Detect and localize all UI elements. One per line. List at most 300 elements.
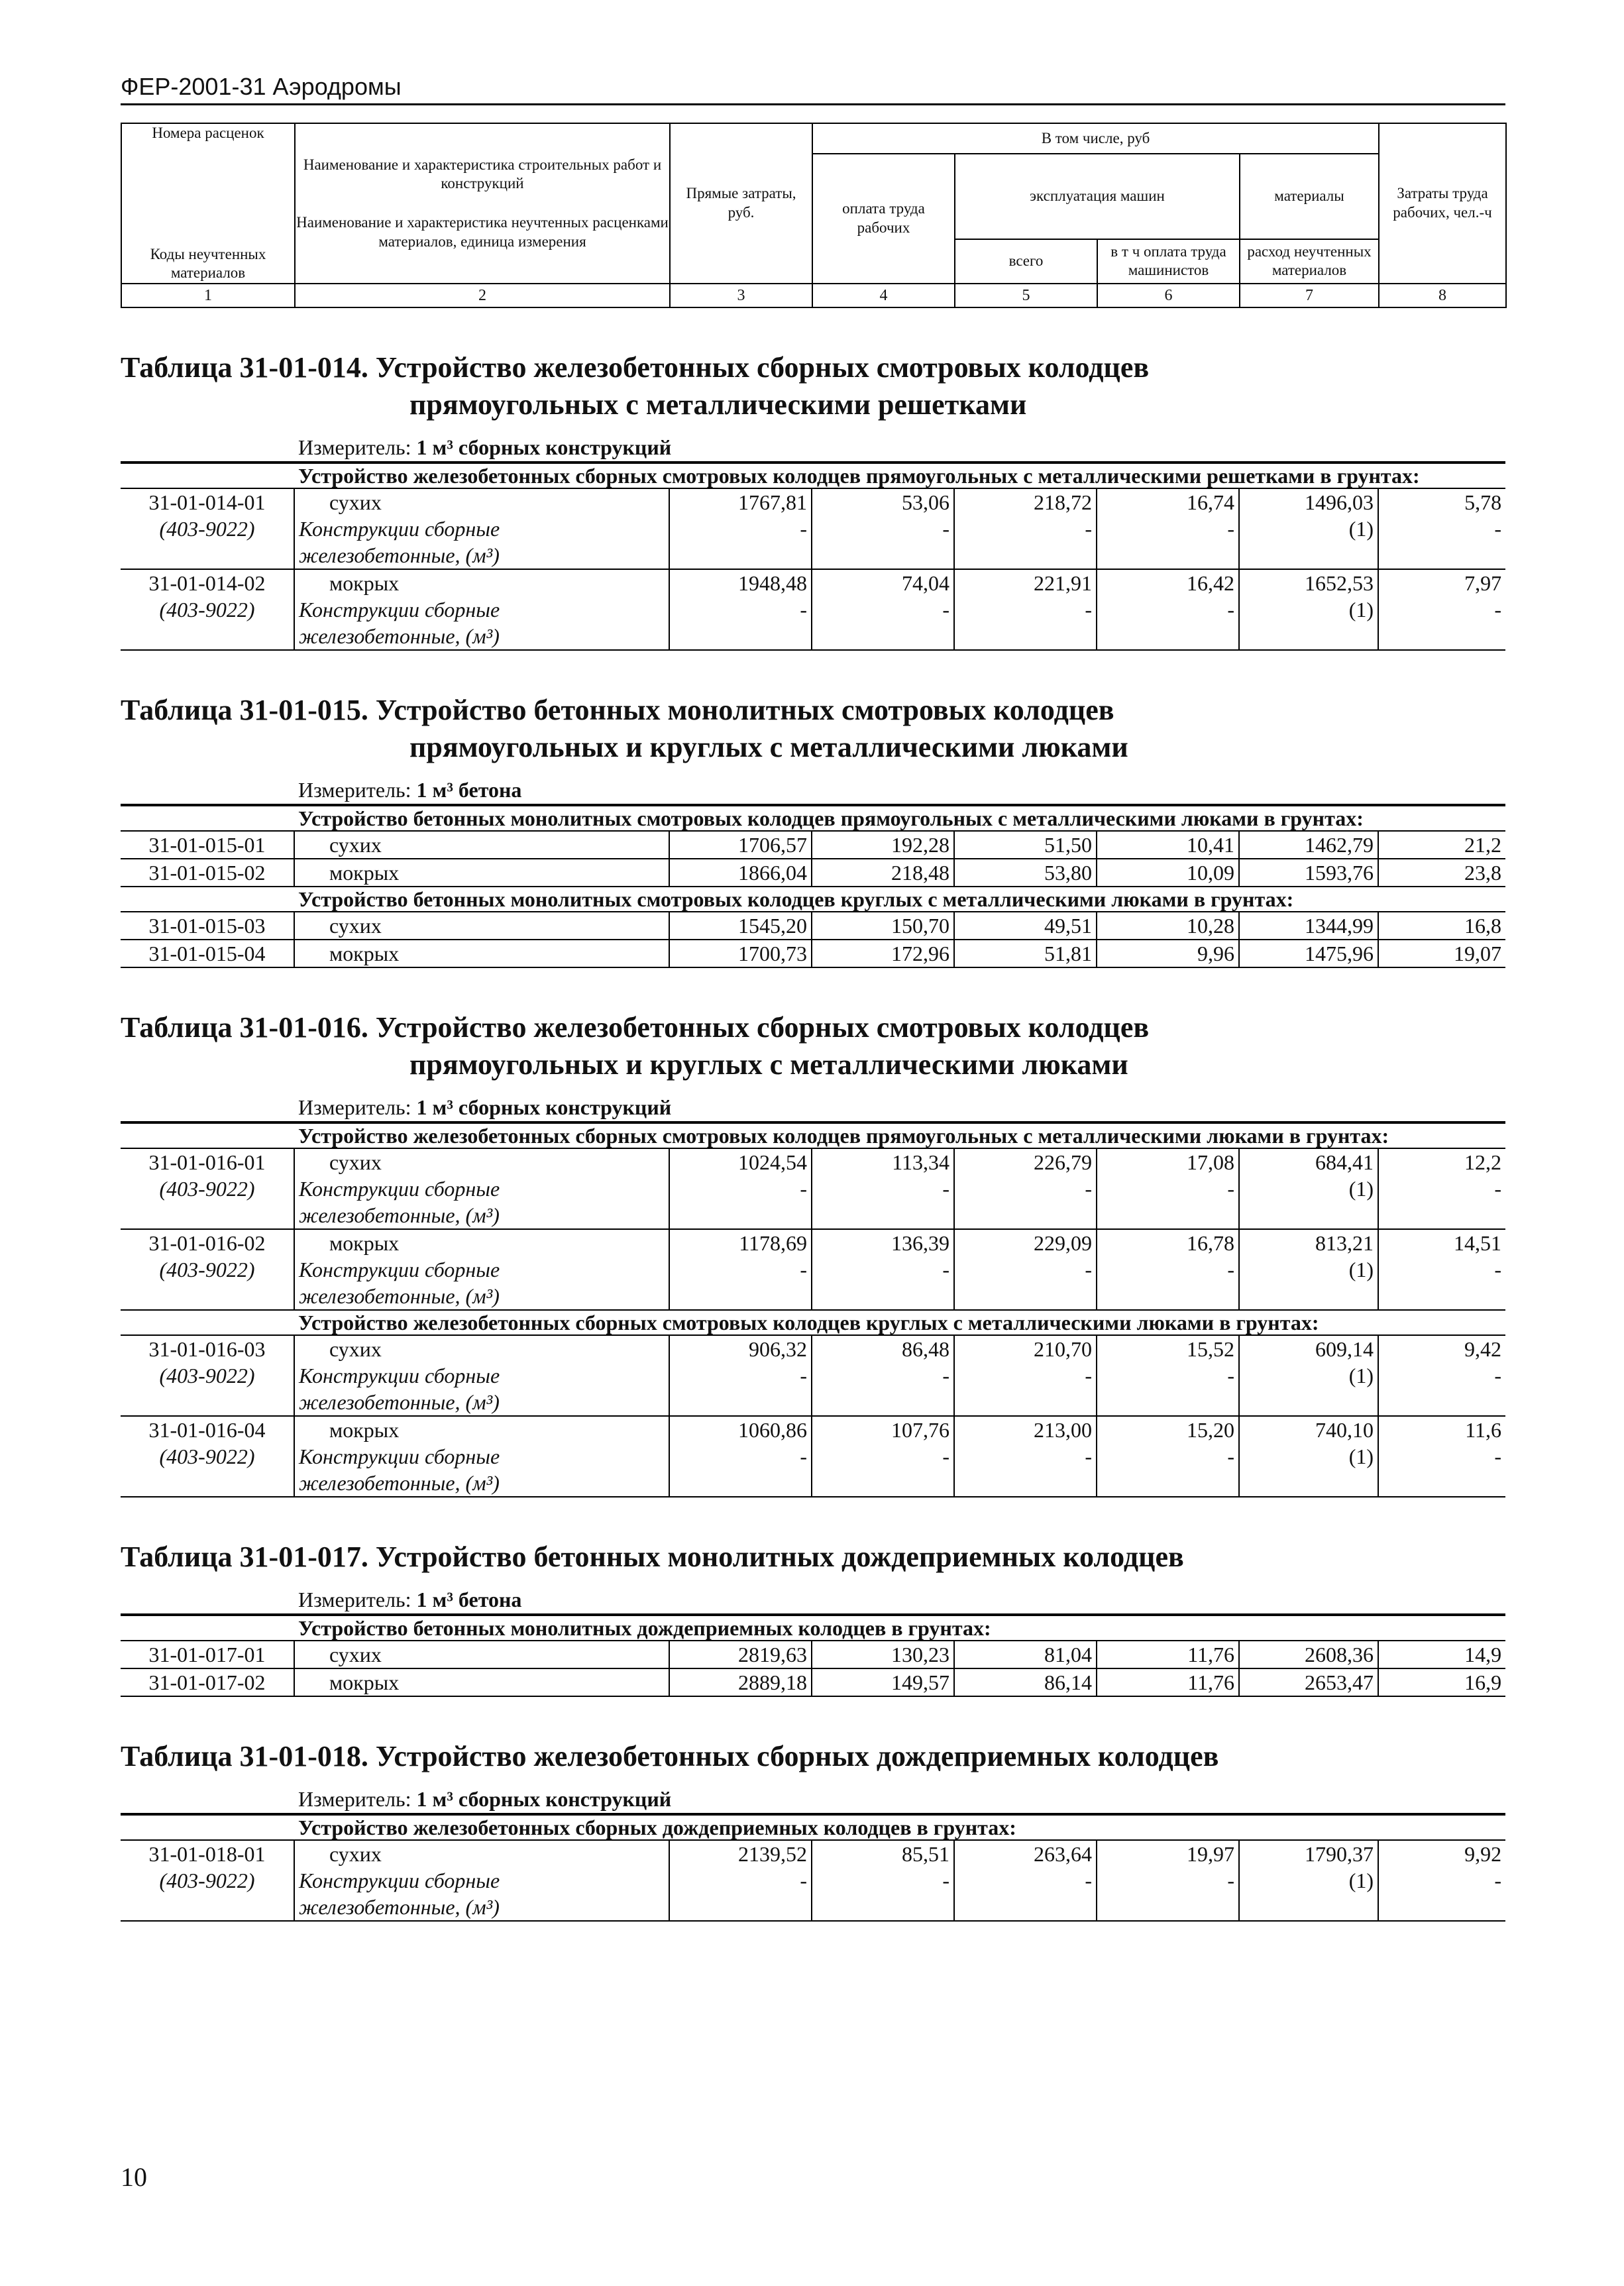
rate-row	[121, 940, 1505, 967]
measure-unit	[121, 778, 1505, 805]
material-value: -	[1494, 1869, 1502, 1892]
material-blank	[1239, 1202, 1378, 1229]
rate-value: 14,51	[1378, 1229, 1505, 1256]
rate-value: 74,04	[812, 569, 954, 596]
material-value: -	[954, 1256, 1097, 1283]
material-row-cont	[121, 623, 1505, 650]
table-title-line2: прямоугольных и круглых с металлическими люками	[409, 1048, 1128, 1081]
group-heading-spacer	[121, 1310, 294, 1335]
header-column-number: 1	[121, 284, 295, 307]
material-value: -	[1097, 1256, 1239, 1283]
material-blank	[812, 1894, 954, 1921]
rate-value: 226,79	[954, 1148, 1097, 1175]
rate-name: мокрых	[294, 1229, 669, 1256]
header-column-number: 7	[1240, 284, 1379, 307]
material-blank	[1239, 542, 1378, 569]
measure-label: Измеритель:	[298, 778, 411, 802]
rate-code: 31-01-015-02	[121, 859, 294, 887]
rate-value: 9,92	[1378, 1840, 1505, 1867]
material-blank	[1378, 1202, 1505, 1229]
material-unit: железобетонные, (м³)	[294, 542, 669, 569]
rate-value: 1060,86	[669, 1416, 812, 1443]
material-code: (403-9022)	[121, 1256, 294, 1283]
material-unit: железобетонные, (м³)	[294, 1389, 669, 1416]
material-blank	[669, 542, 812, 569]
measure-unit	[121, 435, 1505, 463]
material-value: (1)	[1239, 596, 1378, 623]
rate-value: 11,76	[1097, 1641, 1239, 1668]
material-blank	[1378, 1389, 1505, 1416]
price-tables	[121, 349, 1505, 1922]
header-col2-top: Наименование и характеристика строительных работ и конструкций	[303, 156, 662, 192]
material-value: -	[1494, 598, 1502, 622]
rate-code: 31-01-016-02	[121, 1229, 294, 1256]
measure-unit	[121, 1588, 1505, 1615]
material-code: (403-9022)	[121, 596, 294, 623]
material-name: Конструкции сборные	[294, 1443, 669, 1470]
material-name: Конструкции сборные	[294, 1256, 669, 1283]
material-blank	[954, 1894, 1097, 1921]
header-col2-bottom: Наименование и характеристика неучтенных расценками материалов, единица измерения	[296, 214, 669, 250]
header-column-numbers	[121, 284, 1506, 307]
material-code: (403-9022)	[121, 1867, 294, 1894]
material-value: -	[669, 1443, 812, 1470]
rate-value: 813,21	[1239, 1229, 1378, 1256]
header-column-number: 6	[1097, 284, 1240, 307]
rate-value: 213,00	[954, 1416, 1097, 1443]
table-title	[121, 349, 1505, 423]
rate-row	[121, 1148, 1505, 1175]
rate-name: мокрых	[294, 1416, 669, 1443]
rate-name: сухих	[294, 1840, 669, 1867]
rates-table	[121, 463, 1505, 651]
rate-value: 10,41	[1097, 831, 1239, 859]
header-column-number: 8	[1379, 284, 1506, 307]
rate-value: 906,32	[669, 1335, 812, 1362]
material-blank	[669, 1894, 812, 1921]
rate-value: 10,09	[1097, 859, 1239, 887]
header-col3: Прямые затраты, руб.	[670, 123, 812, 284]
group-heading: Устройство железобетонных сборных смотровых колодцев круглых с металлическими люками в грунтах:	[294, 1310, 1505, 1335]
header-col1-top: Номера расценок	[152, 125, 264, 141]
table-title-line1: Таблица 31-01-014. Устройство железобетонных сборных смотровых колодцев	[121, 351, 1150, 384]
rate-name: сухих	[294, 488, 669, 516]
rate-row	[121, 1840, 1505, 1867]
rate-value: 85,51	[812, 1840, 954, 1867]
material-blank	[954, 542, 1097, 569]
rate-value: 16,78	[1097, 1229, 1239, 1256]
rate-value: 113,34	[812, 1148, 954, 1175]
material-row-cont	[121, 1283, 1505, 1310]
rate-code: 31-01-014-01	[121, 488, 294, 516]
material-blank	[1239, 623, 1378, 650]
rate-name: мокрых	[294, 859, 669, 887]
table-title-line1: Таблица 31-01-016. Устройство железобетонных сборных смотровых колодцев	[121, 1011, 1150, 1044]
header-column-number: 2	[295, 284, 670, 307]
header-materials: материалы	[1240, 154, 1379, 239]
rate-value: 16,42	[1097, 569, 1239, 596]
measure-unit	[121, 1787, 1505, 1814]
rate-code: 31-01-017-02	[121, 1668, 294, 1696]
material-blank	[669, 1470, 812, 1497]
rate-value: 9,96	[1097, 940, 1239, 967]
rate-value: 684,41	[1239, 1148, 1378, 1175]
material-value: -	[669, 596, 812, 623]
rate-code: 31-01-016-01	[121, 1148, 294, 1175]
rate-value: 1344,99	[1239, 912, 1378, 940]
material-blank	[1097, 1202, 1239, 1229]
material-blank	[1097, 1470, 1239, 1497]
material-row	[121, 1175, 1505, 1202]
measure-value: 1 м³ сборных конструкций	[416, 1095, 672, 1119]
rate-row	[121, 1229, 1505, 1256]
rate-value: 15,52	[1097, 1335, 1239, 1362]
rate-value: 1496,03	[1239, 488, 1378, 516]
rate-value: 172,96	[812, 940, 954, 967]
group-heading-row	[121, 806, 1505, 831]
material-blank	[954, 1389, 1097, 1416]
group-heading-row	[121, 1123, 1505, 1148]
table-title-line2: прямоугольных и круглых с металлическими люками	[409, 731, 1128, 763]
material-blank	[1239, 1389, 1378, 1416]
rate-value: 10,28	[1097, 912, 1239, 940]
material-value: -	[669, 516, 812, 542]
material-value: -	[669, 1362, 812, 1389]
material-code-blank	[121, 542, 294, 569]
material-blank	[1378, 542, 1505, 569]
rate-value: 1948,48	[669, 569, 812, 596]
material-code-blank	[121, 1894, 294, 1921]
rate-value: 150,70	[812, 912, 954, 940]
rate-row	[121, 859, 1505, 887]
rate-row	[121, 569, 1505, 596]
material-blank	[812, 1283, 954, 1310]
group-heading-row	[121, 1310, 1505, 1335]
material-blank	[1097, 1894, 1239, 1921]
rate-row	[121, 1668, 1505, 1696]
material-blank	[1378, 1894, 1505, 1921]
material-unit: железобетонные, (м³)	[294, 1894, 669, 1921]
material-value: -	[1494, 1177, 1502, 1201]
rate-value: 609,14	[1239, 1335, 1378, 1362]
rates-table	[121, 1814, 1505, 1922]
rate-name: мокрых	[294, 940, 669, 967]
rate-name: сухих	[294, 912, 669, 940]
rate-row	[121, 1335, 1505, 1362]
rate-value: 2653,47	[1239, 1668, 1378, 1696]
material-value: -	[954, 596, 1097, 623]
material-value: -	[1097, 1443, 1239, 1470]
header-col6: в т ч оплата труда машинистов	[1097, 239, 1240, 284]
header-column-number: 3	[670, 284, 812, 307]
material-value: -	[954, 1867, 1097, 1894]
rate-name: мокрых	[294, 1668, 669, 1696]
group-heading-spacer	[121, 1615, 294, 1641]
material-code-blank	[121, 1202, 294, 1229]
header-col5: всего	[955, 239, 1097, 284]
rate-value: 149,57	[812, 1668, 954, 1696]
material-value: (1)	[1239, 1867, 1378, 1894]
material-row-cont	[121, 1470, 1505, 1497]
material-blank	[954, 1283, 1097, 1310]
rate-value: 81,04	[954, 1641, 1097, 1668]
header-col1	[121, 123, 295, 284]
material-value: (1)	[1239, 1256, 1378, 1283]
measure-value: 1 м³ бетона	[416, 778, 522, 802]
material-blank	[1097, 1389, 1239, 1416]
rate-code: 31-01-015-03	[121, 912, 294, 940]
material-row-cont	[121, 1389, 1505, 1416]
group-heading: Устройство бетонных монолитных дождеприемных колодцев в грунтах:	[294, 1615, 1505, 1641]
material-blank	[1239, 1470, 1378, 1497]
material-value: -	[954, 516, 1097, 542]
rate-row	[121, 912, 1505, 940]
table-title-line1: Таблица 31-01-015. Устройство бетонных монолитных смотровых колодцев	[121, 694, 1114, 726]
header-column-number: 5	[955, 284, 1097, 307]
material-row	[121, 516, 1505, 542]
rate-code: 31-01-018-01	[121, 1840, 294, 1867]
material-value: -	[669, 1256, 812, 1283]
material-value: -	[954, 1443, 1097, 1470]
rate-row	[121, 488, 1505, 516]
rate-value: 49,51	[954, 912, 1097, 940]
material-code-blank	[121, 1389, 294, 1416]
group-heading: Устройство бетонных монолитных смотровых колодцев круглых с металлическими люками в грунтах:	[294, 887, 1505, 912]
rate-value: 19,97	[1097, 1840, 1239, 1867]
header-column-number: 4	[812, 284, 955, 307]
rate-value: 263,64	[954, 1840, 1097, 1867]
group-heading: Устройство железобетонных сборных дождеприемных колодцев в грунтах:	[294, 1815, 1505, 1840]
material-value: (1)	[1239, 1443, 1378, 1470]
rate-value: 218,72	[954, 488, 1097, 516]
group-heading-spacer	[121, 1123, 294, 1148]
material-value: -	[812, 1362, 954, 1389]
group-heading-spacer	[121, 887, 294, 912]
rate-name: сухих	[294, 1335, 669, 1362]
rate-row	[121, 1416, 1505, 1443]
material-blank	[812, 1202, 954, 1229]
group-heading-row	[121, 1815, 1505, 1840]
rate-value: 1866,04	[669, 859, 812, 887]
rate-value: 740,10	[1239, 1416, 1378, 1443]
material-value: -	[812, 1867, 954, 1894]
material-code: (403-9022)	[121, 1362, 294, 1389]
header-col4: оплата труда рабочих	[812, 154, 955, 284]
rate-value: 21,2	[1378, 831, 1505, 859]
material-code-blank	[121, 1470, 294, 1497]
material-code-blank	[121, 1283, 294, 1310]
rate-value: 192,28	[812, 831, 954, 859]
measure-label: Измеритель:	[298, 1095, 411, 1119]
rate-code: 31-01-015-04	[121, 940, 294, 967]
measure-value: 1 м³ сборных конструкций	[416, 1787, 672, 1811]
group-heading-spacer	[121, 806, 294, 831]
rate-value: 1178,69	[669, 1229, 812, 1256]
material-name: Конструкции сборные	[294, 596, 669, 623]
material-blank	[1239, 1283, 1378, 1310]
material-row	[121, 1362, 1505, 1389]
material-value: -	[1494, 1444, 1502, 1468]
document-page	[121, 73, 1505, 1922]
rate-value: 7,97	[1378, 569, 1505, 596]
material-blank	[669, 1389, 812, 1416]
rate-value: 16,9	[1378, 1668, 1505, 1696]
rate-value: 16,74	[1097, 488, 1239, 516]
material-name: Конструкции сборные	[294, 1867, 669, 1894]
rate-value: 2608,36	[1239, 1641, 1378, 1668]
group-heading-row	[121, 463, 1505, 488]
rate-value: 15,20	[1097, 1416, 1239, 1443]
material-value: (1)	[1239, 516, 1378, 542]
group-heading-spacer	[121, 1815, 294, 1840]
material-blank	[1378, 1283, 1505, 1310]
rate-value: 14,9	[1378, 1641, 1505, 1668]
material-blank	[669, 623, 812, 650]
rate-code: 31-01-016-04	[121, 1416, 294, 1443]
material-blank	[1378, 623, 1505, 650]
rate-value: 53,80	[954, 859, 1097, 887]
material-value: -	[812, 516, 954, 542]
table-title	[121, 1009, 1505, 1083]
rate-value: 218,48	[812, 859, 954, 887]
rate-value: 1545,20	[669, 912, 812, 940]
group-heading-spacer	[121, 463, 294, 488]
material-blank	[1239, 1894, 1378, 1921]
rate-value: 130,23	[812, 1641, 954, 1668]
measure-label: Измеритель:	[298, 435, 411, 459]
rates-table	[121, 1615, 1505, 1697]
group-heading: Устройство железобетонных сборных смотровых колодцев прямоугольных с металлическими люками в грунтах:	[294, 1123, 1505, 1148]
rate-value: 229,09	[954, 1229, 1097, 1256]
material-value: -	[812, 1443, 954, 1470]
page-number: 10	[121, 2162, 147, 2192]
rate-name: сухих	[294, 1148, 669, 1175]
measure-label: Измеритель:	[298, 1588, 411, 1611]
header-col8: Затраты труда рабочих, чел.-ч	[1379, 123, 1506, 284]
rate-row	[121, 1641, 1505, 1668]
material-blank	[812, 1470, 954, 1497]
rate-value: 221,91	[954, 569, 1097, 596]
header-col1-bottom: Коды неучтенных материалов	[150, 245, 266, 282]
rate-value: 2139,52	[669, 1840, 812, 1867]
material-unit: железобетонные, (м³)	[294, 1283, 669, 1310]
material-row-cont	[121, 1202, 1505, 1229]
group-heading: Устройство железобетонных сборных смотровых колодцев прямоугольных с металлическими решетками в грунтах:	[294, 463, 1505, 488]
material-blank	[1097, 542, 1239, 569]
rate-value: 19,07	[1378, 940, 1505, 967]
rate-value: 107,76	[812, 1416, 954, 1443]
group-heading-row	[121, 1615, 1505, 1641]
header-col2	[295, 123, 670, 284]
material-name: Конструкции сборные	[294, 516, 669, 542]
material-value: -	[954, 1175, 1097, 1202]
material-value: -	[1494, 1364, 1502, 1388]
material-blank	[669, 1202, 812, 1229]
material-row	[121, 1867, 1505, 1894]
rate-value: 11,76	[1097, 1668, 1239, 1696]
material-value: -	[669, 1867, 812, 1894]
rate-code: 31-01-017-01	[121, 1641, 294, 1668]
material-value: -	[812, 1256, 954, 1283]
rate-value: 17,08	[1097, 1148, 1239, 1175]
material-row-cont	[121, 1894, 1505, 1921]
rate-value: 1593,76	[1239, 859, 1378, 887]
rate-value: 5,78	[1378, 488, 1505, 516]
table-title	[121, 1539, 1505, 1576]
material-blank	[954, 1202, 1097, 1229]
material-value: -	[812, 1175, 954, 1202]
material-blank	[812, 623, 954, 650]
material-row	[121, 1443, 1505, 1470]
measure-unit	[121, 1095, 1505, 1122]
rate-value: 86,48	[812, 1335, 954, 1362]
material-unit: железобетонные, (м³)	[294, 1202, 669, 1229]
rate-value: 136,39	[812, 1229, 954, 1256]
rate-code: 31-01-014-02	[121, 569, 294, 596]
material-blank	[812, 1389, 954, 1416]
material-blank	[669, 1283, 812, 1310]
group-heading: Устройство бетонных монолитных смотровых колодцев прямоугольных с металлическими люками в грунтах:	[294, 806, 1505, 831]
running-head: ФЕР-2001-31 Аэродромы	[121, 73, 1505, 105]
material-unit: железобетонные, (м³)	[294, 623, 669, 650]
table-title	[121, 1738, 1505, 1775]
rate-value: 12,2	[1378, 1148, 1505, 1175]
material-name: Конструкции сборные	[294, 1362, 669, 1389]
material-value: -	[1097, 1362, 1239, 1389]
rate-value: 1706,57	[669, 831, 812, 859]
rate-value: 2889,18	[669, 1668, 812, 1696]
material-code: (403-9022)	[121, 1175, 294, 1202]
material-code: (403-9022)	[121, 1443, 294, 1470]
material-row	[121, 596, 1505, 623]
table-title	[121, 692, 1505, 766]
material-value: -	[1097, 596, 1239, 623]
rate-value: 1700,73	[669, 940, 812, 967]
table-title-line2: прямоугольных с металлическими решетками	[409, 388, 1027, 421]
material-value: -	[812, 596, 954, 623]
rate-value: 11,6	[1378, 1416, 1505, 1443]
rate-value: 16,8	[1378, 912, 1505, 940]
table-title-line1: Таблица 31-01-018. Устройство железобетонных сборных дождеприемных колодцев	[121, 1740, 1219, 1772]
table-title-line1: Таблица 31-01-017. Устройство бетонных монолитных дождеприемных колодцев	[121, 1541, 1184, 1573]
rate-row	[121, 831, 1505, 859]
material-unit: железобетонные, (м³)	[294, 1470, 669, 1497]
material-value: -	[669, 1175, 812, 1202]
group-heading-row	[121, 887, 1505, 912]
rate-value: 2819,63	[669, 1641, 812, 1668]
rate-value: 1767,81	[669, 488, 812, 516]
rate-name: сухих	[294, 831, 669, 859]
measure-value: 1 м³ бетона	[416, 1588, 522, 1611]
material-value: -	[1097, 1867, 1239, 1894]
measure-label: Измеритель:	[298, 1787, 411, 1811]
rate-code: 31-01-015-01	[121, 831, 294, 859]
rate-value: 1652,53	[1239, 569, 1378, 596]
rate-value: 1790,37	[1239, 1840, 1378, 1867]
measure-value: 1 м³ сборных конструкций	[416, 435, 672, 459]
rate-value: 1024,54	[669, 1148, 812, 1175]
rates-table	[121, 805, 1505, 968]
material-value: -	[1097, 1175, 1239, 1202]
header-machines: эксплуатация машин	[955, 154, 1240, 239]
rate-value: 51,50	[954, 831, 1097, 859]
rate-value: 53,06	[812, 488, 954, 516]
material-value: (1)	[1239, 1362, 1378, 1389]
material-blank	[1378, 1470, 1505, 1497]
material-row-cont	[121, 542, 1505, 569]
material-blank	[1097, 1283, 1239, 1310]
material-code-blank	[121, 623, 294, 650]
